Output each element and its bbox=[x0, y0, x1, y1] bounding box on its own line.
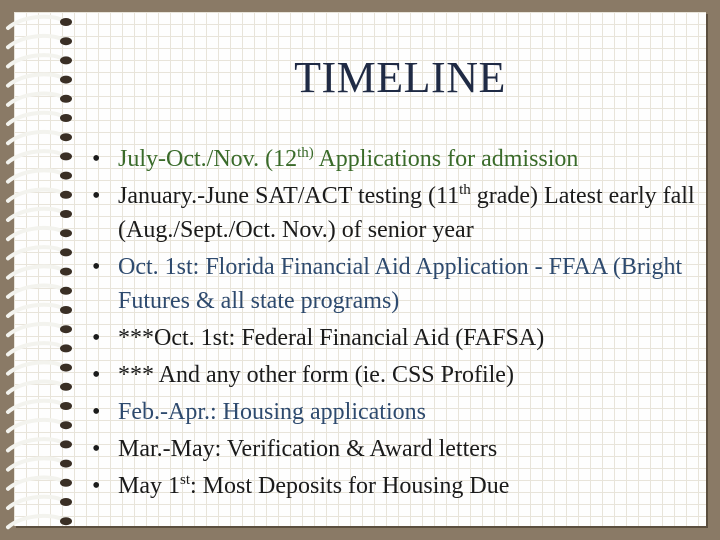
spiral-ring bbox=[8, 439, 62, 450]
bullet-icon: • bbox=[92, 146, 101, 172]
item-text: *** And any other form (ie. CSS Profile) bbox=[118, 362, 514, 388]
item-sup: th) bbox=[297, 145, 314, 161]
spiral-ring bbox=[8, 382, 62, 393]
list-item bbox=[88, 469, 698, 503]
binding-hole bbox=[60, 402, 72, 410]
item-text-rest: Applications for admission bbox=[313, 146, 579, 172]
binding-hole bbox=[60, 344, 72, 352]
bullet-icon: • bbox=[92, 436, 101, 462]
bullet-icon: • bbox=[92, 325, 101, 351]
spiral-ring bbox=[8, 305, 62, 316]
spiral-ring bbox=[8, 36, 62, 47]
item-text-rest: grade) Latest early fall (Aug./Sept./Oct. Nov.) of senior year bbox=[118, 183, 695, 243]
binding-hole bbox=[60, 421, 72, 429]
binding-hole bbox=[60, 517, 72, 525]
binding-hole bbox=[60, 479, 72, 487]
binding-hole bbox=[60, 229, 72, 237]
spiral-ring bbox=[8, 55, 62, 66]
item-text: May 1 bbox=[118, 473, 180, 499]
bullet-icon: • bbox=[92, 183, 101, 209]
binding-hole bbox=[60, 76, 72, 84]
bullet-icon: • bbox=[92, 362, 101, 388]
spiral-ring bbox=[8, 228, 62, 239]
bullet-icon: • bbox=[92, 254, 101, 280]
spiral-ring bbox=[8, 324, 62, 335]
binding-hole bbox=[60, 248, 72, 256]
bullet-icon: • bbox=[92, 473, 101, 499]
item-sup: th bbox=[459, 182, 471, 198]
binding-hole bbox=[60, 56, 72, 64]
timeline-list bbox=[88, 142, 698, 506]
binding-hole bbox=[60, 133, 72, 141]
spiral-ring bbox=[8, 497, 62, 508]
binding-hole bbox=[60, 325, 72, 333]
spiral-ring bbox=[8, 209, 62, 220]
item-text: Oct. 1st: Florida Financial Aid Application - FFAA (Bright Futures & all state programs) bbox=[118, 254, 683, 314]
list-item bbox=[88, 250, 698, 318]
item-text: Feb.-Apr.: Housing applications bbox=[118, 399, 426, 425]
spiral-ring bbox=[8, 17, 62, 28]
binding-hole bbox=[60, 37, 72, 45]
binding-hole bbox=[60, 191, 72, 199]
binding-hole bbox=[60, 172, 72, 180]
binding-hole bbox=[60, 287, 72, 295]
item-text: July-Oct./Nov. (12 bbox=[118, 146, 298, 172]
binding-hole bbox=[60, 210, 72, 218]
binding-hole bbox=[60, 268, 72, 276]
binding-hole bbox=[60, 18, 72, 26]
item-text: January.-June SAT/ACT testing (11 bbox=[118, 183, 460, 209]
item-text: Mar.-May: Verification & Award letters bbox=[118, 436, 498, 462]
list-item bbox=[88, 432, 698, 466]
spiral-ring bbox=[8, 286, 62, 297]
spiral-ring bbox=[8, 151, 62, 162]
binding-hole bbox=[60, 306, 72, 314]
spiral-ring bbox=[8, 458, 62, 469]
binding-hole bbox=[60, 364, 72, 372]
binding-hole bbox=[60, 460, 72, 468]
list-item bbox=[88, 142, 698, 176]
item-text: ***Oct. 1st: Federal Financial Aid (FAFSA) bbox=[118, 325, 545, 351]
spiral-ring bbox=[8, 190, 62, 201]
spiral-ring bbox=[8, 420, 62, 431]
binding-hole bbox=[60, 95, 72, 103]
slide-title: TIMELINE bbox=[294, 53, 506, 102]
list-item bbox=[88, 358, 698, 392]
item-text-rest: : Most Deposits for Housing Due bbox=[190, 473, 510, 499]
list-item bbox=[88, 395, 698, 429]
binding-hole bbox=[60, 152, 72, 160]
spiral-ring bbox=[8, 132, 62, 143]
binding-hole bbox=[60, 440, 72, 448]
binding-hole bbox=[60, 114, 72, 122]
spiral-binding-icon bbox=[0, 0, 80, 540]
spiral-ring bbox=[8, 343, 62, 354]
list-item bbox=[88, 321, 698, 355]
spiral-ring bbox=[8, 516, 62, 527]
spiral-ring bbox=[8, 113, 62, 124]
spiral-ring bbox=[8, 362, 62, 373]
item-sup: st bbox=[180, 472, 191, 488]
list-item bbox=[88, 179, 698, 247]
binding-hole bbox=[60, 498, 72, 506]
spiral-ring bbox=[8, 74, 62, 85]
spiral-ring bbox=[8, 170, 62, 181]
spiral-ring bbox=[8, 401, 62, 412]
spiral-ring bbox=[8, 247, 62, 258]
spiral-ring bbox=[8, 478, 62, 489]
spiral-ring bbox=[8, 266, 62, 277]
binding-hole bbox=[60, 383, 72, 391]
spiral-ring bbox=[8, 94, 62, 105]
bullet-icon: • bbox=[92, 399, 101, 425]
